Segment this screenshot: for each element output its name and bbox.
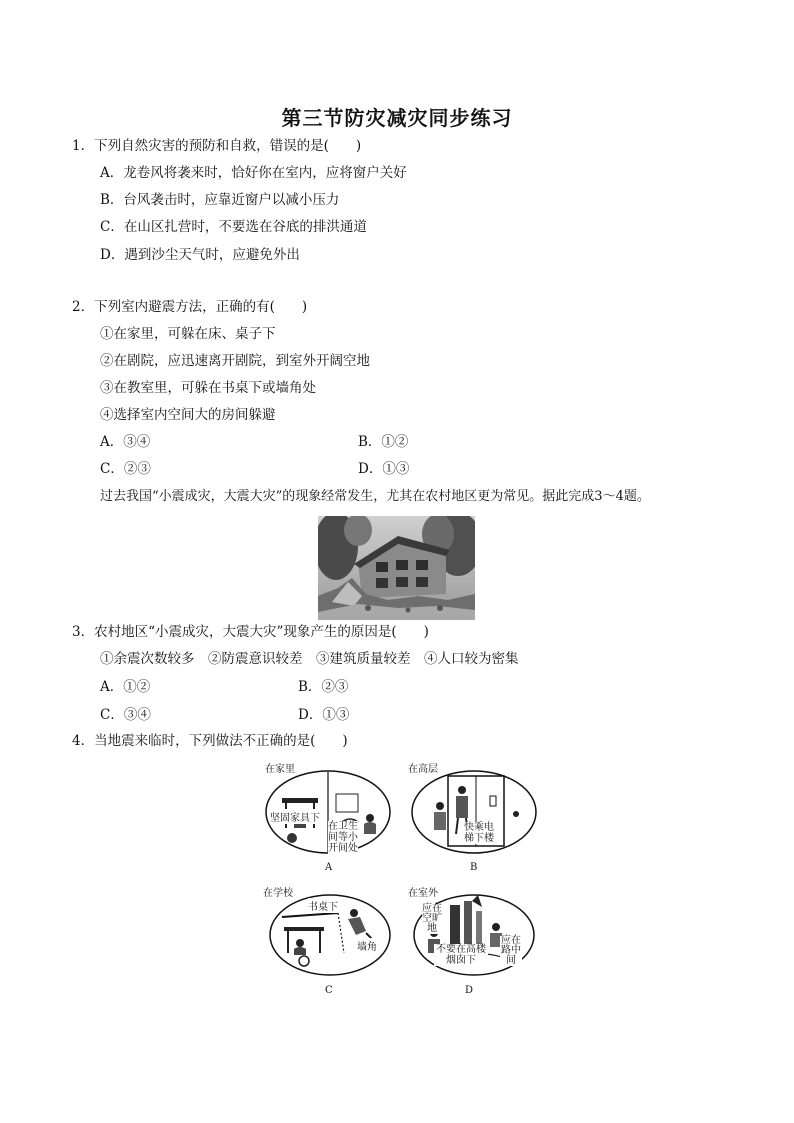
panel-c-place: 在学校 — [263, 888, 293, 899]
collapsed-house-photo — [318, 516, 475, 620]
q1-stem: 1．下列自然灾害的预防和自救，错误的是( ) — [72, 138, 362, 154]
page-title: 第三节防灾减灾同步练习 — [281, 106, 513, 130]
panel-d-note-1: 应在空旷地 — [422, 903, 442, 934]
q2-stem: 2．下列室内避震方法，正确的有( ) — [72, 299, 308, 315]
q2-item-1: ①在家里，可躲在床、桌子下 — [100, 326, 276, 342]
q1-option-b: B．台风袭击时，应靠近窗户以减小压力 — [100, 192, 340, 208]
q3-items: ①余震次数较多 ②防震意识较差 ③建筑质量较差 ④人口较为密集 — [100, 651, 519, 667]
q3-stem: 3．农村地区“小震成灾，大震大灾”现象产生的原因是( ) — [72, 624, 429, 640]
panel-a-note-1: 坚固家具下 — [270, 809, 320, 824]
q2-option-a: A．③④ — [100, 434, 151, 450]
q2-item-3: ③在教室里，可躲在书桌下或墙角处 — [100, 380, 316, 396]
panel-c-letter: C — [325, 985, 333, 996]
q3-option-c: C．③④ — [100, 707, 151, 723]
panel-b-place: 在高层 — [408, 764, 438, 775]
panel-d-place: 在室外 — [408, 888, 438, 899]
q3-option-d: D．①③ — [298, 707, 350, 723]
q2-item-2: ②在剧院，应迅速离开剧院，到室外开阔空地 — [100, 353, 370, 369]
q2-option-b: B．①② — [358, 434, 409, 450]
panel-d-note-3: 应在路中间 — [501, 935, 521, 966]
q3-option-b: B．②③ — [298, 679, 349, 695]
q3-option-a: A．①② — [100, 679, 151, 695]
q1-option-a: A．龙卷风将袭来时，恰好你在室内，应将窗户关好 — [100, 165, 407, 181]
q2-option-d: D．①③ — [358, 461, 410, 477]
panel-c-note-2: 墙角 — [357, 938, 377, 953]
panel-a-letter: A — [325, 862, 333, 873]
q1-option-d: D．遇到沙尘天气时，应避免外出 — [100, 247, 300, 263]
panel-a-note-2: 在卫生间等小开间处 — [328, 821, 358, 854]
q1-option-c: C．在山区扎营时，不要选在谷底的排洪通道 — [100, 219, 367, 235]
panel-d-letter: D — [465, 985, 474, 996]
material-intro: 过去我国“小震成灾，大震大灾”的现象经常发生，尤其在农村地区更为常见。据此完成3～4题。 — [100, 489, 650, 504]
panel-b-letter: B — [470, 862, 478, 873]
q4-stem: 4．当地震来临时，下列做法不正确的是( ) — [72, 733, 348, 749]
q2-item-4: ④选择室内空间大的房间躲避 — [100, 407, 276, 423]
panel-a-place: 在家里 — [265, 764, 295, 775]
panel-d-note-2: 不要在高楼烟囱下 — [436, 944, 486, 966]
panel-b-note-1: 快乘电梯下楼 — [464, 822, 494, 844]
q2-option-c: C．②③ — [100, 461, 151, 477]
panel-c-note-1: 书桌下 — [308, 898, 338, 913]
